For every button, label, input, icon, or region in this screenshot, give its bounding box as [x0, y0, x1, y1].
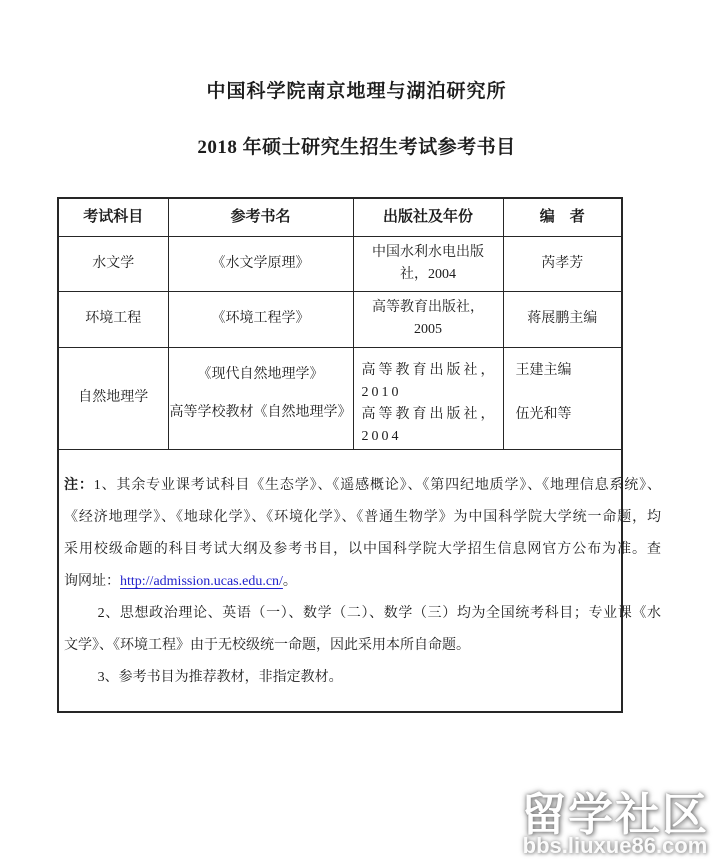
watermark: [521, 778, 709, 859]
reference-books-table: [57, 197, 662, 713]
editor-cell: [503, 347, 622, 449]
book-title-cell: 《环境工程学》: [168, 291, 353, 347]
note-line: [64, 566, 661, 598]
table-header-row: [58, 198, 622, 236]
notes-row: [58, 449, 622, 712]
publisher-entry: 高等教育出版社，2004: [361, 406, 498, 444]
publisher-entry: 高等教育出版社，2010: [361, 362, 498, 400]
note-label: 注：: [64, 477, 94, 493]
header-exam-subject: 考试科目: [58, 198, 168, 236]
link-suffix: 。: [282, 573, 297, 589]
exam-subject-cell: 环境工程: [58, 291, 168, 347]
watermark-text: 留学社区: [520, 789, 709, 840]
publisher-cell: 高等教育出版社，2005: [353, 291, 503, 347]
note-line: [64, 470, 661, 502]
note-line: 《经济地理学》、《地球化学》、《环境化学》、《普通生物学》为中国科学院大学统一命题，均: [64, 509, 661, 525]
table-row: [58, 291, 622, 347]
editor-cell: 蒋展鹏主编: [503, 291, 622, 347]
book-title-cell: [168, 347, 353, 449]
header-editor: 编 者: [503, 198, 622, 236]
editor-entry: 伍光和等: [515, 406, 572, 422]
note-line: 3、参考书目为推荐教材，非指定教材。: [97, 669, 343, 685]
watermark-url: bbs.liuxue86.com: [522, 833, 708, 858]
editor-entry: 王建主编: [515, 362, 572, 378]
exam-subject-cell: 自然地理学: [58, 347, 168, 449]
link-prefix: 询网址：: [64, 573, 120, 589]
note-line: 文学》、《环境工程》由于无校级统一命题，因此采用本所自命题。: [64, 637, 470, 653]
table-row: [58, 347, 622, 449]
page-title: 中国科学院南京地理与湖泊研究所: [206, 81, 507, 102]
notes-section: [58, 449, 662, 712]
notes-text: [64, 470, 661, 694]
editor-cell: 芮孝芳: [503, 236, 622, 291]
book-title-entry: 高等学校教材《自然地理学》: [169, 404, 352, 420]
note-line-text: 1、其余专业课考试科目《生态学》、《遥感概论》、《第四纪地质学》、《地理信息系统》、: [93, 477, 662, 493]
header-book-title: 参考书名: [168, 198, 353, 236]
exam-subject-cell: 水文学: [58, 236, 168, 291]
book-title-entry: 《现代自然地理学》: [197, 366, 324, 382]
table-row: [58, 236, 622, 291]
publisher-cell: [353, 347, 503, 449]
publisher-cell: 中国水利水电出版社，2004: [353, 236, 503, 291]
admission-link[interactable]: http://admission.ucas.edu.cn/: [120, 573, 283, 589]
note-line: 采用校级命题的科目考试大纲及参考书目，以中国科学院大学招生信息网官方公布为准。查: [64, 541, 661, 557]
page-subtitle: 2018 年硕士研究生招生考试参考书目: [197, 137, 516, 158]
book-title-cell: 《水文学原理》: [168, 236, 353, 291]
header-publisher-year: 出版社及年份: [353, 198, 503, 236]
note-line: 2、思想政治理论、英语（一）、数学（二）、数学（三）均为全国统考科目；专业课《水: [97, 605, 661, 621]
